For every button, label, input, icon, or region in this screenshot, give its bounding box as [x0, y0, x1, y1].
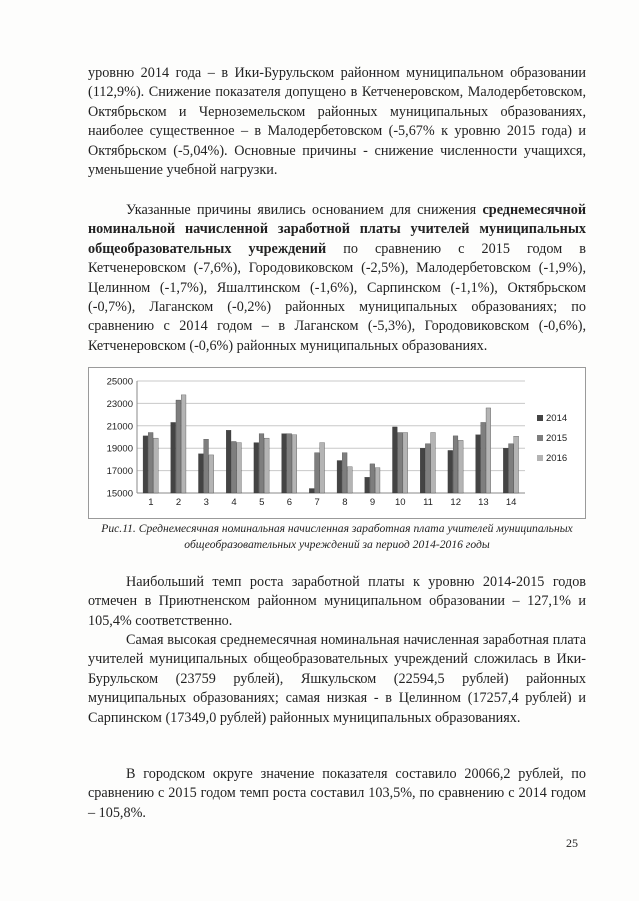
bar-2016-6 [292, 435, 297, 493]
bar-2014-1 [143, 436, 148, 493]
legend-swatch-2015 [537, 435, 543, 441]
bar-2015-11 [425, 444, 430, 493]
bar-2016-3 [209, 455, 214, 493]
bar-2015-4 [231, 441, 236, 493]
x-tick-label-7: 7 [314, 497, 320, 508]
y-tick-label-1: 23000 [106, 398, 133, 410]
bar-2016-14 [514, 436, 519, 493]
bar-2014-10 [392, 427, 397, 493]
bar-2016-7 [320, 443, 325, 493]
x-tick-label-9: 9 [369, 497, 376, 508]
paragraph-2-bold: среднемесячной номинальной начисленной заработной платы учителей муниципальных общеобразовательных учреждений [88, 202, 586, 257]
bar-2014-4 [226, 430, 231, 493]
bar-2014-6 [282, 434, 287, 493]
x-tick-label-6: 6 [286, 497, 293, 508]
paragraph-2 [88, 201, 586, 356]
bar-2016-13 [486, 408, 491, 493]
paragraph-5-text: В городском округе значение показателя составило 20066,2 рублей, по сравнению с 2015 годом темп роста составил 103,5%, по сравнению с 2014 годом – 105,8%. [88, 766, 586, 821]
bar-2015-12 [453, 436, 458, 493]
y-tick-label-0: 25000 [106, 376, 133, 388]
bar-2016-1 [153, 438, 158, 493]
paragraph-2-text [88, 201, 586, 356]
bar-2014-12 [448, 450, 453, 493]
legend-label-2016: 2016 [546, 453, 568, 464]
bar-2015-3 [204, 439, 209, 493]
bar-2016-2 [181, 395, 186, 493]
bar-2014-7 [309, 489, 314, 493]
bar-2014-5 [254, 443, 259, 493]
bar-2015-14 [509, 444, 514, 493]
x-tick-label-1: 1 [148, 497, 154, 508]
bar-2015-7 [315, 453, 320, 493]
paragraph-1 [88, 64, 586, 180]
bar-2016-5 [264, 438, 269, 493]
x-tick-label-4: 4 [231, 497, 237, 508]
bar-2016-10 [403, 433, 408, 493]
x-tick-label-8: 8 [342, 497, 348, 508]
legend-swatch-2016 [537, 455, 543, 461]
legend-label-2015: 2015 [546, 433, 568, 444]
bar-2014-11 [420, 448, 425, 493]
bar-2015-13 [481, 422, 486, 493]
bar-2015-8 [342, 453, 347, 493]
page-number: 25 [566, 836, 578, 850]
x-tick-label-12: 12 [450, 497, 462, 508]
bar-2014-2 [171, 422, 176, 493]
bar-2014-9 [365, 477, 370, 493]
bar-2016-9 [375, 468, 380, 493]
bar-2016-4 [237, 443, 242, 493]
bar-2014-3 [198, 454, 203, 493]
paragraph-3 [88, 573, 586, 631]
y-tick-label-2: 21000 [106, 421, 133, 433]
bar-2015-2 [176, 400, 181, 493]
bar-2014-8 [337, 461, 342, 493]
x-tick-label-5: 5 [259, 497, 265, 508]
paragraph-1-text: уровню 2014 года – в Ики-Бурульском районном муниципальном образовании (112,9%). Снижение показателя допущено в Кетченеровском, Малодербетовском, Октябрьском и Черноземельском районных муниципальных образованиях, наиболее существенное – в Малодербетовском (-5,67% к уровню 2015 года) и Октябрьском (-5,04%). Основные причины - снижение численности учащихся, уменьшение учебной нагрузки. [88, 65, 586, 179]
y-tick-label-3: 19000 [106, 443, 133, 455]
figure-caption: Рис.11. Среднемесячная номинальная начисленная заработная плата учителей муниципальных общеобразовательных учреждений за период 2014-2016 годы [101, 522, 573, 551]
paragraph-5 [88, 765, 586, 823]
salary-chart [88, 367, 586, 519]
x-tick-label-11: 11 [423, 497, 433, 508]
bar-2016-11 [431, 433, 436, 493]
x-tick-label-14: 14 [505, 497, 517, 508]
bar-2016-8 [347, 467, 352, 493]
chart-svg [89, 368, 585, 518]
bar-2016-12 [458, 440, 463, 493]
x-tick-label-13: 13 [478, 497, 489, 508]
legend-label-2014: 2014 [546, 413, 568, 424]
paragraph-2-start: Указанные причины явились основанием для снижения [126, 202, 483, 218]
bar-2015-1 [148, 433, 153, 493]
bar-2015-5 [259, 434, 264, 493]
paragraph-4 [88, 631, 586, 728]
bar-2015-6 [287, 434, 292, 493]
y-tick-label-4: 17000 [106, 466, 133, 478]
bar-2014-13 [476, 435, 481, 493]
x-tick-label-10: 10 [394, 497, 406, 508]
legend-swatch-2014 [537, 415, 543, 421]
x-tick-label-3: 3 [203, 497, 209, 508]
bar-2014-14 [503, 448, 508, 493]
paragraph-4-text: Самая высокая среднемесячная номинальная начисленная заработная плата учителей муниципальных общеобразовательных учреждений сложилась в Ики-Бурульском (23759 рублей), Яшкульском (22594,5 рублей) районных муниципальных образованиях; самая низкая - в Целинном (17257,4 рублей) и Сарпинском (17349,0 рублей) районных муниципальных образованиях. [88, 632, 586, 726]
y-tick-label-5: 15000 [106, 488, 133, 500]
bar-2015-9 [370, 464, 375, 493]
bar-2015-10 [398, 433, 403, 493]
paragraph-2-end: по сравнению с 2015 годом в Кетченеровском (-7,6%), Городовиковском (-2,5%), Малодербетовском (-1,9%), Целинном (-1,7%), Яшалтинском (-1,6%), Сарпинском (-1,1%), Октябрьском (-0,7%), Лаганском (-0,2%) районных муниципальных образованиях; по сравнению с 2014 годом – в Лаганском (-5,3%), Городовиковском (-0,6%), Кетченеровском (-0,6%) районных муниципальных образованиях. [88, 240, 586, 354]
x-tick-label-2: 2 [175, 497, 182, 508]
paragraph-3-text: Наибольший темп роста заработной платы к уровню 2014-2015 годов отмечен в Приютненском районном муниципальном образовании – 127,1% и 105,4% соответственно. [88, 574, 586, 629]
